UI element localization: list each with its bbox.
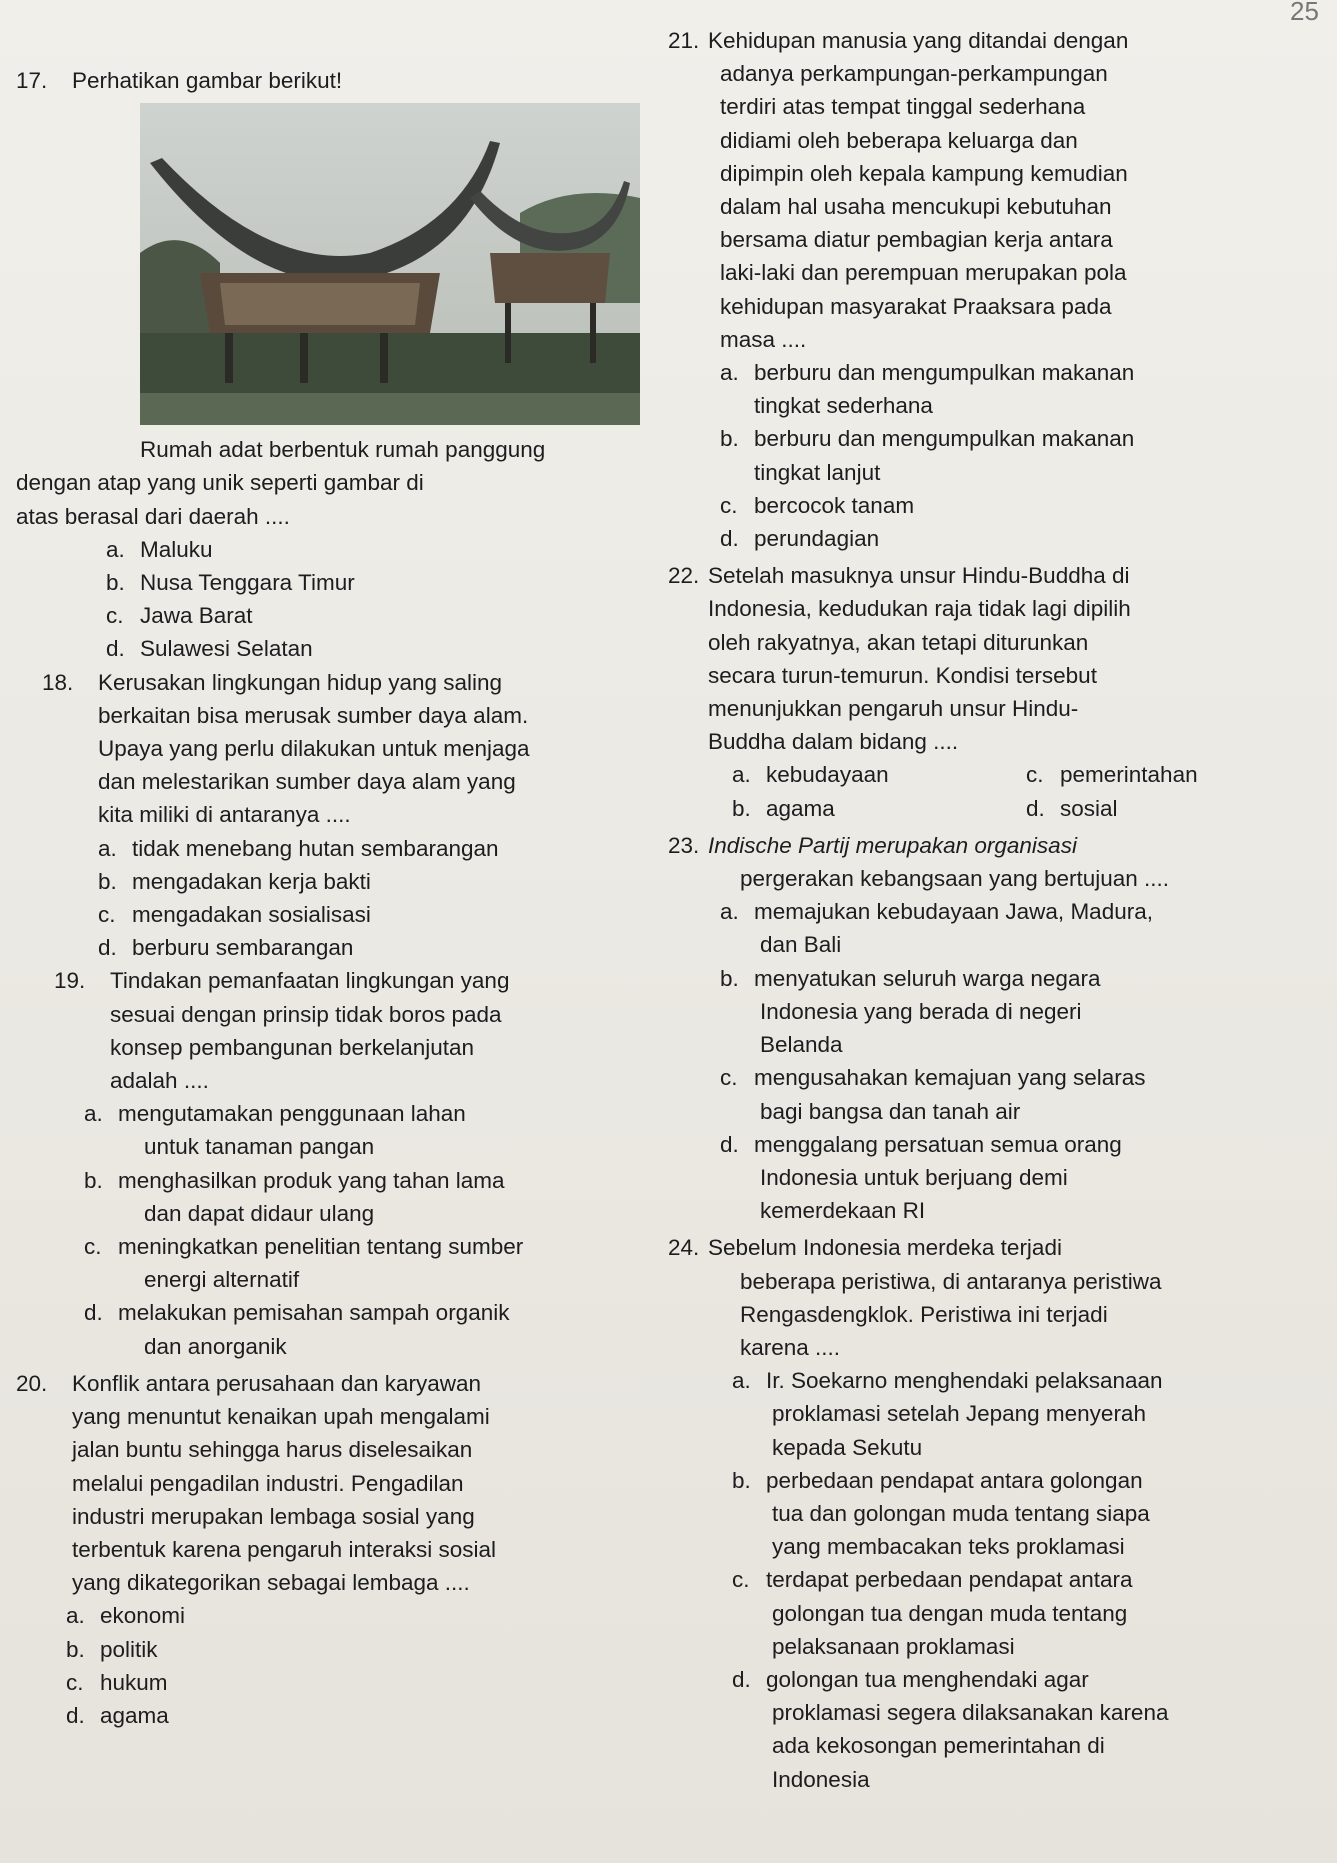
- option-a-continued: tingkat sederhana: [754, 393, 933, 419]
- option-c[interactable]: c. mengadakan sosialisasi: [98, 902, 371, 928]
- question-text-line: menunjukkan pengaruh unsur Hindu-: [708, 696, 1079, 722]
- question-text-line: karena ....: [740, 1334, 841, 1360]
- option-c[interactable]: c. meningkatkan penelitian tentang sumber: [84, 1234, 524, 1260]
- option-d[interactable]: d. Sulawesi Selatan: [106, 636, 313, 662]
- question-text-line: dalam hal usaha mencukupi kebutuhan: [720, 194, 1112, 220]
- option-c-continued: golongan tua dengan muda tentang: [772, 1600, 1128, 1626]
- question-text-line: berkaitan bisa merusak sumber daya alam.: [98, 702, 529, 728]
- question-text-line: sesuai dengan prinsip tidak boros pada: [110, 1001, 502, 1027]
- question-24: [668, 1231, 1323, 1795]
- option-b[interactable]: b. menyatukan seluruh warga negara: [720, 965, 1101, 991]
- question-text-line: didiami oleh beberapa keluarga dan: [720, 127, 1078, 153]
- question-text-line: yang menuntut kenaikan upah mengalami: [72, 1404, 490, 1430]
- question-21: [668, 24, 1323, 555]
- question-text-line: laki-laki dan perempuan merupakan pola: [720, 260, 1127, 286]
- left-column: [16, 64, 641, 1732]
- question-text-line: dan melestarikan sumber daya alam yang: [98, 769, 516, 795]
- question-text-line: jalan buntu sehingga harus diselesaikan: [72, 1437, 473, 1463]
- option-d[interactable]: d. sosial: [1026, 795, 1118, 821]
- option-a[interactable]: a. ekonomi: [66, 1603, 186, 1629]
- question-text-line: Indische Partij merupakan organisasi: [708, 832, 1077, 858]
- question-text-line: dipimpin oleh kepala kampung kemudian: [720, 160, 1128, 186]
- question-text-line: industri merupakan lembaga sosial yang: [72, 1503, 475, 1529]
- option-a-continued: untuk tanaman pangan: [144, 1134, 375, 1160]
- option-d[interactable]: d. perundagian: [720, 526, 880, 552]
- question-text-line: secara turun-temurun. Kondisi tersebut: [708, 662, 1097, 688]
- option-d[interactable]: d. menggalang persatuan semua orang: [720, 1131, 1122, 1157]
- option-b-continued: Belanda: [760, 1032, 843, 1058]
- option-a[interactable]: a. Maluku: [106, 536, 213, 562]
- option-a[interactable]: a. memajukan kebudayaan Jawa, Madura,: [720, 899, 1153, 925]
- question-17: [16, 64, 641, 666]
- question-text-line: adanya perkampungan-perkampungan: [720, 61, 1108, 87]
- option-b[interactable]: b. politik: [66, 1636, 158, 1662]
- option-c[interactable]: c. pemerintahan: [1026, 762, 1198, 788]
- option-d[interactable]: d. melakukan pemisahan sampah organik: [84, 1300, 510, 1326]
- option-a[interactable]: a. kebudayaan: [732, 762, 889, 788]
- option-d[interactable]: d. golongan tua menghendaki agar: [732, 1666, 1089, 1692]
- option-a[interactable]: a. mengutamakan penggunaan lahan: [84, 1101, 466, 1127]
- option-c[interactable]: c. mengusahakan kemajuan yang selaras: [720, 1065, 1146, 1091]
- question-20: [16, 1367, 641, 1732]
- question-text-line: terdiri atas tempat tinggal sederhana: [720, 94, 1086, 120]
- option-a-continued: kepada Sekutu: [772, 1434, 923, 1460]
- question-19: [54, 964, 641, 1362]
- question-text-line: Kehidupan manusia yang ditandai dengan: [708, 28, 1129, 53]
- option-d-continued: ada kekosongan pemerintahan di: [772, 1733, 1105, 1759]
- question-number: 18.: [42, 669, 74, 695]
- option-b-continued: dan dapat didaur ulang: [144, 1200, 375, 1226]
- question-text: Perhatikan gambar berikut!: [72, 68, 343, 93]
- question-text-line: atas berasal dari daerah ....: [16, 503, 290, 529]
- option-b-continued: Indonesia yang berada di negeri: [760, 998, 1082, 1024]
- question-text-line: Rengasdengklok. Peristiwa ini terjadi: [740, 1301, 1108, 1327]
- option-b-continued: tua dan golongan muda tentang siapa: [772, 1500, 1150, 1526]
- page-number: 25: [1290, 0, 1319, 26]
- question-text-line: oleh rakyatnya, akan tetapi diturunkan: [708, 629, 1089, 655]
- question-number: 23.: [668, 832, 700, 858]
- question-text-line: dengan atap yang unik seperti gambar di: [16, 470, 424, 496]
- option-a[interactable]: a. berburu dan mengumpulkan makanan: [720, 360, 1135, 386]
- option-d-continued: dan anorganik: [144, 1333, 287, 1359]
- option-d-continued: kemerdekaan RI: [760, 1198, 926, 1224]
- question-text-line: Indonesia, kedudukan raja tidak lagi dipilih: [708, 596, 1131, 622]
- option-c-continued: energi alternatif: [144, 1267, 300, 1293]
- question-text-line: Sebelum Indonesia merdeka terjadi: [708, 1235, 1062, 1261]
- question-text-line: Kerusakan lingkungan hidup yang saling: [98, 669, 503, 695]
- question-text-line: pergerakan kebangsaan yang bertujuan ....: [740, 866, 1170, 892]
- option-b-continued: tingkat lanjut: [754, 459, 881, 485]
- question-text-line: Konflik antara perusahaan dan karyawan: [72, 1370, 482, 1396]
- question-text-line: adalah ....: [110, 1068, 209, 1094]
- question-text-line: yang dikategorikan sebagai lembaga ....: [72, 1570, 470, 1596]
- option-c-continued: bagi bangsa dan tanah air: [760, 1098, 1021, 1124]
- option-b[interactable]: b. mengadakan kerja bakti: [98, 868, 371, 894]
- option-b[interactable]: b. menghasilkan produk yang tahan lama: [84, 1167, 505, 1193]
- option-b[interactable]: b. agama: [732, 795, 835, 821]
- option-c[interactable]: c. Jawa Barat: [106, 603, 253, 629]
- question-number: 24.: [668, 1235, 700, 1261]
- option-c[interactable]: c. terdapat perbedaan pendapat antara: [732, 1567, 1133, 1593]
- question-text-line: Setelah masuknya unsur Hindu-Buddha di: [708, 563, 1130, 589]
- question-text-line: konsep pembangunan berkelanjutan: [110, 1034, 475, 1060]
- option-d-continued: proklamasi segera dilaksanakan karena: [772, 1700, 1169, 1726]
- question-text-line: melalui pengadilan industri. Pengadilan: [72, 1470, 464, 1496]
- question-text-line: Buddha dalam bidang ....: [708, 729, 959, 755]
- right-column: [668, 24, 1323, 1796]
- option-a[interactable]: a. Ir. Soekarno menghendaki pelaksanaan: [732, 1368, 1163, 1394]
- option-d-continued: Indonesia: [772, 1766, 870, 1792]
- question-text-line: Tindakan pemanfaatan lingkungan yang: [110, 968, 510, 994]
- question-23: [668, 829, 1323, 1227]
- option-c-continued: pelaksanaan proklamasi: [772, 1633, 1015, 1659]
- question-text-line: masa ....: [720, 326, 807, 352]
- question-text-line: kita miliki di antaranya ....: [98, 802, 351, 828]
- option-a-continued: dan Bali: [760, 932, 842, 958]
- option-b[interactable]: b. berburu dan mengumpulkan makanan: [720, 426, 1135, 452]
- question-text-line: bersama diatur pembagian kerja antara: [720, 227, 1113, 253]
- option-b-continued: yang membacakan teks proklamasi: [772, 1534, 1125, 1560]
- tongkonan-house-photo: [140, 103, 640, 425]
- question-number: 20.: [16, 1370, 48, 1396]
- option-b[interactable]: b. perbedaan pendapat antara golongan: [732, 1467, 1143, 1493]
- question-number: 21.: [668, 28, 700, 53]
- question-text-line: Upaya yang perlu dilakukan untuk menjaga: [98, 736, 530, 762]
- option-a-continued: proklamasi setelah Jepang menyerah: [772, 1401, 1146, 1427]
- photo-caption-line: Rumah adat berbentuk rumah panggung: [140, 437, 546, 463]
- question-number: 19.: [54, 968, 86, 994]
- question-number: 17.: [16, 68, 48, 93]
- option-c[interactable]: c. hukum: [66, 1669, 168, 1695]
- question-number: 22.: [668, 563, 700, 589]
- option-d[interactable]: d. berburu sembarangan: [98, 935, 354, 961]
- option-d[interactable]: d. agama: [66, 1702, 169, 1728]
- question-text-line: beberapa peristiwa, di antaranya peristiwa: [740, 1268, 1162, 1294]
- option-a[interactable]: a. tidak menebang hutan sembarangan: [98, 835, 499, 861]
- question-18: [42, 666, 641, 965]
- question-22: [668, 559, 1323, 825]
- option-d-continued: Indonesia untuk berjuang demi: [760, 1164, 1068, 1190]
- question-text-line: kehidupan masyarakat Praaksara pada: [720, 293, 1112, 319]
- question-text-line: terbentuk karena pengaruh interaksi sosial: [72, 1536, 497, 1562]
- option-c[interactable]: c. bercocok tanam: [720, 492, 915, 518]
- option-b[interactable]: b. Nusa Tenggara Timur: [106, 570, 355, 596]
